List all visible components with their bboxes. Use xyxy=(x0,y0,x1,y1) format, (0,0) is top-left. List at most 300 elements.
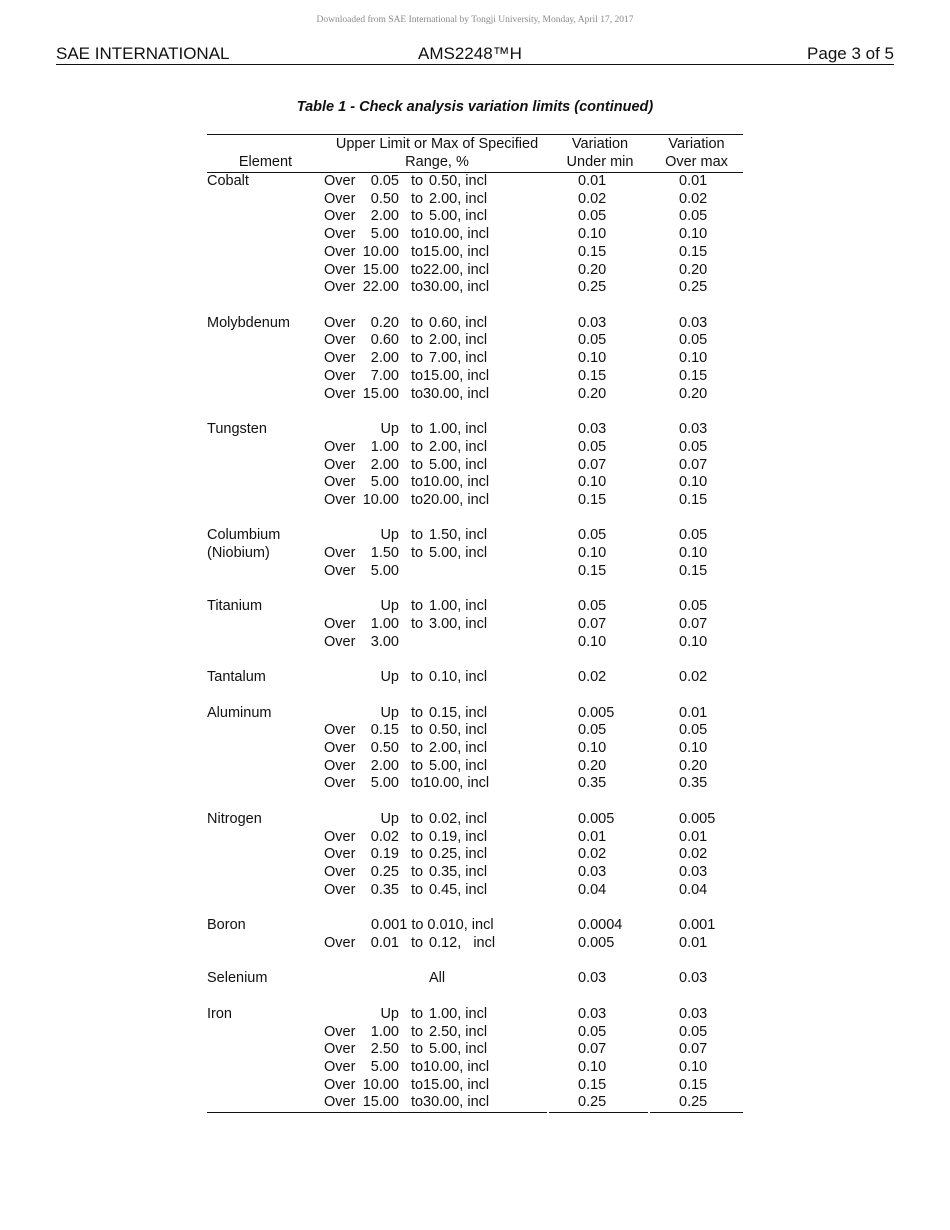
range-to: to xyxy=(410,190,424,207)
range-to: to xyxy=(410,1058,424,1075)
table-row xyxy=(207,705,743,723)
range-prefix: Over xyxy=(324,332,356,349)
range-upper: 0.12, incl xyxy=(429,934,496,951)
table-row xyxy=(207,669,743,687)
row-spacer xyxy=(207,687,743,705)
range-to: to xyxy=(410,208,424,225)
range-lower: 2.50 xyxy=(370,1041,399,1058)
range-cell xyxy=(324,1024,487,1042)
variation-under-min: 0.10 xyxy=(578,1058,607,1075)
range-lower: 0.25 xyxy=(370,864,399,881)
range-cell xyxy=(324,598,487,616)
range-upper: 15.00, incl xyxy=(423,243,490,260)
row-spacer xyxy=(207,793,743,811)
range-upper: 15.00, incl xyxy=(423,1076,490,1093)
table-row xyxy=(207,368,743,386)
range-lower: 0.19 xyxy=(370,846,399,863)
table-row xyxy=(207,829,743,847)
range-lower: 0.01 xyxy=(370,934,399,951)
element-name: Selenium xyxy=(207,970,268,987)
column-header-over-max xyxy=(650,136,743,171)
range-cell xyxy=(324,864,487,882)
table-row xyxy=(207,811,743,829)
table-row xyxy=(207,634,743,652)
range-prefix: Over xyxy=(324,775,356,792)
range-upper: 0.10, incl xyxy=(429,669,488,686)
range-lower: 0.50 xyxy=(370,740,399,756)
variation-under-min: 0.10 xyxy=(578,545,607,562)
table-row xyxy=(207,1024,743,1042)
variation-under-min: 0.25 xyxy=(578,279,607,296)
range-to: to xyxy=(410,243,424,260)
range-lower: Up xyxy=(380,1005,399,1022)
variation-over-max: 0.02 xyxy=(679,669,708,686)
range-cell xyxy=(324,457,487,475)
range-upper: 2.00, incl xyxy=(429,438,488,455)
range-to: to xyxy=(410,722,424,739)
range-prefix: Over xyxy=(324,226,356,243)
range-upper: 0.25, incl xyxy=(429,846,488,863)
table-row xyxy=(207,775,743,793)
document-number: AMS2248™H xyxy=(418,44,522,63)
range-lower: 0.05 xyxy=(370,173,399,189)
variation-over-max: 0.07 xyxy=(679,1041,708,1058)
variation-under-min: 0.15 xyxy=(578,491,607,508)
variation-over-max: 0.20 xyxy=(679,757,708,774)
range-lower: 2.00 xyxy=(370,456,399,473)
table-bottom-rule xyxy=(207,1112,743,1113)
rule-gap xyxy=(648,1112,650,1113)
range-to: to xyxy=(410,881,424,898)
range-cell xyxy=(324,527,487,545)
variation-over-max: 0.35 xyxy=(679,775,708,792)
range-prefix: Over xyxy=(324,314,356,331)
range-upper: 1.50, incl xyxy=(429,527,488,544)
range-lower: 5.00 xyxy=(370,562,399,579)
range-upper: 1.00, incl xyxy=(429,1005,488,1022)
element-name: Tungsten xyxy=(207,421,267,438)
range-to: to xyxy=(410,1094,424,1111)
range-upper: 30.00, incl xyxy=(423,279,490,296)
range-lower: 0.50 xyxy=(370,190,399,207)
range-to: to xyxy=(410,828,424,845)
variation-over-max: 0.10 xyxy=(679,350,708,367)
variation-over-max: 0.25 xyxy=(679,279,708,296)
table-row xyxy=(207,1006,743,1024)
range-to: to xyxy=(410,704,424,721)
table-row xyxy=(207,208,743,226)
column-header-under-min xyxy=(550,136,650,171)
variation-under-min: 0.05 xyxy=(578,332,607,349)
range-cell xyxy=(324,882,487,900)
table-row xyxy=(207,1077,743,1095)
range-prefix: Over xyxy=(324,367,356,384)
range-upper: 0.19, incl xyxy=(429,828,488,845)
variation-over-max: 0.10 xyxy=(679,1058,708,1075)
variation-over-max: 0.01 xyxy=(679,704,708,721)
element-name: Nitrogen xyxy=(207,810,262,827)
column-header-over-max-line1: Variation xyxy=(668,136,725,152)
table-row xyxy=(207,457,743,475)
column-header-over-max-line2: Over max xyxy=(665,153,728,170)
range-cell xyxy=(324,386,489,404)
range-lower: 7.00 xyxy=(370,367,399,384)
range-prefix: Over xyxy=(324,545,356,562)
variation-over-max: 0.15 xyxy=(679,491,708,508)
variation-over-max: 0.10 xyxy=(679,740,708,756)
range-upper: 3.00, incl xyxy=(429,615,488,632)
element-name: Cobalt xyxy=(207,173,249,189)
range-cell xyxy=(324,191,487,209)
range-cell xyxy=(324,669,487,687)
range-lower: 1.00 xyxy=(370,1023,399,1040)
table-row xyxy=(207,439,743,457)
range-cell xyxy=(324,262,489,280)
range-lower: 15.00 xyxy=(362,261,399,278)
range-prefix: Over xyxy=(324,615,356,632)
range-cell xyxy=(324,332,487,350)
variation-over-max: 0.05 xyxy=(679,1023,708,1040)
variation-under-min: 0.10 xyxy=(578,633,607,650)
variation-under-min: 0.0004 xyxy=(578,917,623,934)
variation-under-min: 0.05 xyxy=(578,527,607,544)
range-upper: 1.00, incl xyxy=(429,421,488,438)
range-prefix: Over xyxy=(324,864,356,881)
range-cell xyxy=(324,474,489,492)
range-lower: 0.60 xyxy=(370,332,399,349)
range-lower: 2.00 xyxy=(370,757,399,774)
download-watermark: Downloaded from SAE International by Tongji University, Monday, April 17, 2017 xyxy=(316,15,634,25)
range-prefix: Over xyxy=(324,474,356,491)
range-prefix: Over xyxy=(324,633,356,650)
range-prefix: Over xyxy=(324,722,356,739)
variation-under-min: 0.10 xyxy=(578,740,607,756)
variation-under-min: 0.02 xyxy=(578,846,607,863)
column-header-under-min-line1: Variation xyxy=(571,136,629,152)
variation-under-min: 0.05 xyxy=(578,722,607,739)
table-row xyxy=(207,1041,743,1059)
table-row xyxy=(207,722,743,740)
range-cell xyxy=(324,775,489,793)
variation-over-max: 0.05 xyxy=(679,332,708,349)
variation-over-max: 0.07 xyxy=(679,615,708,632)
variation-under-min: 0.07 xyxy=(578,1041,607,1058)
range-upper: 0.60, incl xyxy=(429,314,488,331)
range-to: to xyxy=(410,332,424,349)
variation-over-max: 0.05 xyxy=(679,527,708,544)
range-to: to xyxy=(410,173,424,189)
table-row xyxy=(207,492,743,510)
range-lower: 1.50 xyxy=(370,545,399,562)
row-spacer xyxy=(207,510,743,528)
variation-over-max: 0.01 xyxy=(679,934,708,951)
range-to: to xyxy=(410,527,424,544)
range-upper: 5.00, incl xyxy=(429,757,488,774)
variation-under-min: 0.01 xyxy=(578,173,607,189)
range-upper: 10.00, incl xyxy=(423,474,490,491)
range-upper: 0.50, incl xyxy=(429,722,488,739)
variation-over-max: 0.15 xyxy=(679,562,708,579)
row-spacer xyxy=(207,297,743,315)
range-prefix: Over xyxy=(324,934,356,951)
variation-under-min: 0.10 xyxy=(578,474,607,491)
range-to: to xyxy=(410,1076,424,1093)
range-lower: 0.35 xyxy=(370,881,399,898)
range-cell xyxy=(324,226,489,244)
range-prefix: Over xyxy=(324,1076,356,1093)
range-lower: Up xyxy=(380,598,399,615)
variation-under-min: 0.05 xyxy=(578,438,607,455)
range-lower: 5.00 xyxy=(370,1058,399,1075)
range-to: to xyxy=(410,864,424,881)
range-text: 0.001 to 0.010, incl xyxy=(371,917,494,934)
range-cell xyxy=(324,846,487,864)
range-to: to xyxy=(410,474,424,491)
range-prefix: Over xyxy=(324,562,356,579)
variation-over-max: 0.005 xyxy=(679,810,716,827)
column-header-range-line1: Upper Limit or Max of Specified xyxy=(335,136,539,152)
range-upper: 5.00, incl xyxy=(429,208,488,225)
variation-under-min: 0.03 xyxy=(578,314,607,331)
variation-over-max: 0.001 xyxy=(679,917,716,934)
range-lower: 1.00 xyxy=(370,438,399,455)
variation-under-min: 0.005 xyxy=(578,810,615,827)
variation-under-min: 0.15 xyxy=(578,562,607,579)
table-row xyxy=(207,758,743,776)
variation-over-max: 0.10 xyxy=(679,633,708,650)
range-upper: 22.00, incl xyxy=(423,261,490,278)
table-row xyxy=(207,191,743,209)
row-spacer xyxy=(207,403,743,421)
table-header xyxy=(207,135,743,173)
variation-over-max: 0.25 xyxy=(679,1094,708,1111)
variation-under-min: 0.01 xyxy=(578,828,607,845)
range-cell xyxy=(324,1094,489,1112)
variation-over-max: 0.05 xyxy=(679,722,708,739)
table-row xyxy=(207,421,743,439)
variation-over-max: 0.03 xyxy=(679,864,708,881)
range-lower: 3.00 xyxy=(370,633,399,650)
variation-under-min: 0.07 xyxy=(578,615,607,632)
variation-over-max: 0.03 xyxy=(679,421,708,438)
range-prefix: Over xyxy=(324,279,356,296)
column-header-under-min-line2: Under min xyxy=(566,153,634,170)
range-lower: 2.00 xyxy=(370,208,399,225)
range-prefix: Over xyxy=(324,261,356,278)
range-prefix: Over xyxy=(324,757,356,774)
variation-under-min: 0.35 xyxy=(578,775,607,792)
variation-under-min: 0.20 xyxy=(578,385,607,402)
element-name: Iron xyxy=(207,1005,232,1022)
range-upper: 2.00, incl xyxy=(429,740,488,756)
variation-under-min: 0.005 xyxy=(578,934,615,951)
page-number: Page 3 of 5 xyxy=(807,44,894,63)
range-upper: 2.00, incl xyxy=(429,190,488,207)
table-row xyxy=(207,740,743,758)
range-to: to xyxy=(410,775,424,792)
variation-under-min: 0.05 xyxy=(578,598,607,615)
range-upper: 30.00, incl xyxy=(423,1094,490,1111)
table-row xyxy=(207,545,743,563)
variation-over-max: 0.02 xyxy=(679,190,708,207)
table-row xyxy=(207,173,743,191)
variation-under-min: 0.03 xyxy=(578,1005,607,1022)
range-to: to xyxy=(410,456,424,473)
table-row xyxy=(207,598,743,616)
element-name: Boron xyxy=(207,917,246,934)
variation-over-max: 0.01 xyxy=(679,173,708,189)
range-lower: 10.00 xyxy=(362,243,399,260)
variation-under-min: 0.02 xyxy=(578,669,607,686)
variation-under-min: 0.10 xyxy=(578,226,607,243)
range-upper: 0.02, incl xyxy=(429,810,488,827)
range-lower: Up xyxy=(380,704,399,721)
variation-under-min: 0.02 xyxy=(578,190,607,207)
table-row xyxy=(207,864,743,882)
element-name: Columbium xyxy=(207,527,281,544)
range-to: to xyxy=(410,350,424,367)
variation-under-min: 0.15 xyxy=(578,1076,607,1093)
range-to: to xyxy=(410,226,424,243)
variation-over-max: 0.10 xyxy=(679,474,708,491)
rule-gap xyxy=(547,1112,549,1113)
range-to: to xyxy=(410,1041,424,1058)
column-header-range xyxy=(324,136,550,171)
range-prefix: Over xyxy=(324,1094,356,1111)
range-lower: 5.00 xyxy=(370,226,399,243)
range-lower: 10.00 xyxy=(362,491,399,508)
table-row xyxy=(207,917,743,935)
range-lower: 5.00 xyxy=(370,775,399,792)
range-to: to xyxy=(410,261,424,278)
range-to: to xyxy=(410,1023,424,1040)
range-cell xyxy=(324,1041,487,1059)
range-lower: Up xyxy=(380,421,399,438)
variation-under-min: 0.20 xyxy=(578,261,607,278)
range-lower: Up xyxy=(380,810,399,827)
range-prefix: Over xyxy=(324,881,356,898)
variation-under-min: 0.05 xyxy=(578,208,607,225)
element-name: Tantalum xyxy=(207,669,266,686)
range-upper: 20.00, incl xyxy=(423,491,490,508)
range-upper: 0.45, incl xyxy=(429,881,488,898)
table-body xyxy=(207,173,743,1112)
range-prefix: Over xyxy=(324,1041,356,1058)
variation-over-max: 0.01 xyxy=(679,828,708,845)
variation-under-min: 0.07 xyxy=(578,456,607,473)
range-upper: 10.00, incl xyxy=(423,775,490,792)
range-to: to xyxy=(410,421,424,438)
variation-under-min: 0.03 xyxy=(578,970,607,987)
range-cell xyxy=(324,439,487,457)
range-prefix: Over xyxy=(324,1058,356,1075)
range-lower: Up xyxy=(380,669,399,686)
variation-over-max: 0.05 xyxy=(679,438,708,455)
variation-under-min: 0.03 xyxy=(578,421,607,438)
table-row xyxy=(207,279,743,297)
range-cell xyxy=(324,315,487,333)
table-row xyxy=(207,226,743,244)
variation-under-min: 0.04 xyxy=(578,881,607,898)
row-spacer xyxy=(207,899,743,917)
table-row xyxy=(207,616,743,634)
table-row xyxy=(207,1059,743,1077)
range-lower: 15.00 xyxy=(362,1094,399,1111)
column-header-range-line2: Range, % xyxy=(405,153,469,170)
range-prefix: Over xyxy=(324,740,356,756)
range-cell xyxy=(324,492,489,510)
range-to: to xyxy=(410,314,424,331)
range-upper: 2.50, incl xyxy=(429,1023,488,1040)
range-to: to xyxy=(410,385,424,402)
variation-over-max: 0.02 xyxy=(679,846,708,863)
page-header xyxy=(56,44,894,65)
range-to: to xyxy=(410,846,424,863)
table-row xyxy=(207,262,743,280)
variation-under-min: 0.03 xyxy=(578,864,607,881)
range-to: to xyxy=(410,491,424,508)
range-to: to xyxy=(410,934,424,951)
org-name: SAE INTERNATIONAL xyxy=(56,44,230,63)
range-prefix: Over xyxy=(324,846,356,863)
table-caption: Table 1 - Check analysis variation limits (continued) xyxy=(296,99,654,115)
range-lower: 0.02 xyxy=(370,828,399,845)
range-to: to xyxy=(410,279,424,296)
table-row xyxy=(207,386,743,404)
range-upper: 0.35, incl xyxy=(429,864,488,881)
table-row xyxy=(207,315,743,333)
range-cell xyxy=(324,545,487,563)
variation-under-min: 0.05 xyxy=(578,1023,607,1040)
range-cell xyxy=(324,1059,489,1077)
variation-over-max: 0.15 xyxy=(679,367,708,384)
variation-under-min: 0.20 xyxy=(578,757,607,774)
variation-over-max: 0.03 xyxy=(679,314,708,331)
range-to: to xyxy=(410,367,424,384)
variation-under-min: 0.15 xyxy=(578,243,607,260)
range-cell xyxy=(324,722,487,740)
range-all: All xyxy=(428,970,446,987)
variation-over-max: 0.05 xyxy=(679,598,708,615)
range-upper: 7.00, incl xyxy=(429,350,488,367)
range-prefix: Over xyxy=(324,1023,356,1040)
range-cell xyxy=(324,173,487,191)
range-prefix: Over xyxy=(324,243,356,260)
variation-over-max: 0.10 xyxy=(679,226,708,243)
table-row xyxy=(207,332,743,350)
range-upper: 2.00, incl xyxy=(429,332,488,349)
row-spacer xyxy=(207,651,743,669)
range-upper: 30.00, incl xyxy=(423,385,490,402)
range-cell xyxy=(324,350,487,368)
row-spacer xyxy=(207,988,743,1006)
range-cell xyxy=(324,1077,489,1095)
range-cell xyxy=(324,935,495,953)
element-name: Molybdenum xyxy=(207,314,291,331)
range-prefix: Over xyxy=(324,350,356,367)
range-to: to xyxy=(410,1005,424,1022)
variation-over-max: 0.07 xyxy=(679,456,708,473)
range-cell xyxy=(324,616,487,634)
table-row xyxy=(207,970,743,988)
table-row xyxy=(207,244,743,262)
range-cell xyxy=(324,740,487,758)
range-prefix: Over xyxy=(324,828,356,845)
range-cell xyxy=(324,279,489,297)
range-to: to xyxy=(410,598,424,615)
range-upper: 1.00, incl xyxy=(429,598,488,615)
variation-under-min: 0.15 xyxy=(578,367,607,384)
